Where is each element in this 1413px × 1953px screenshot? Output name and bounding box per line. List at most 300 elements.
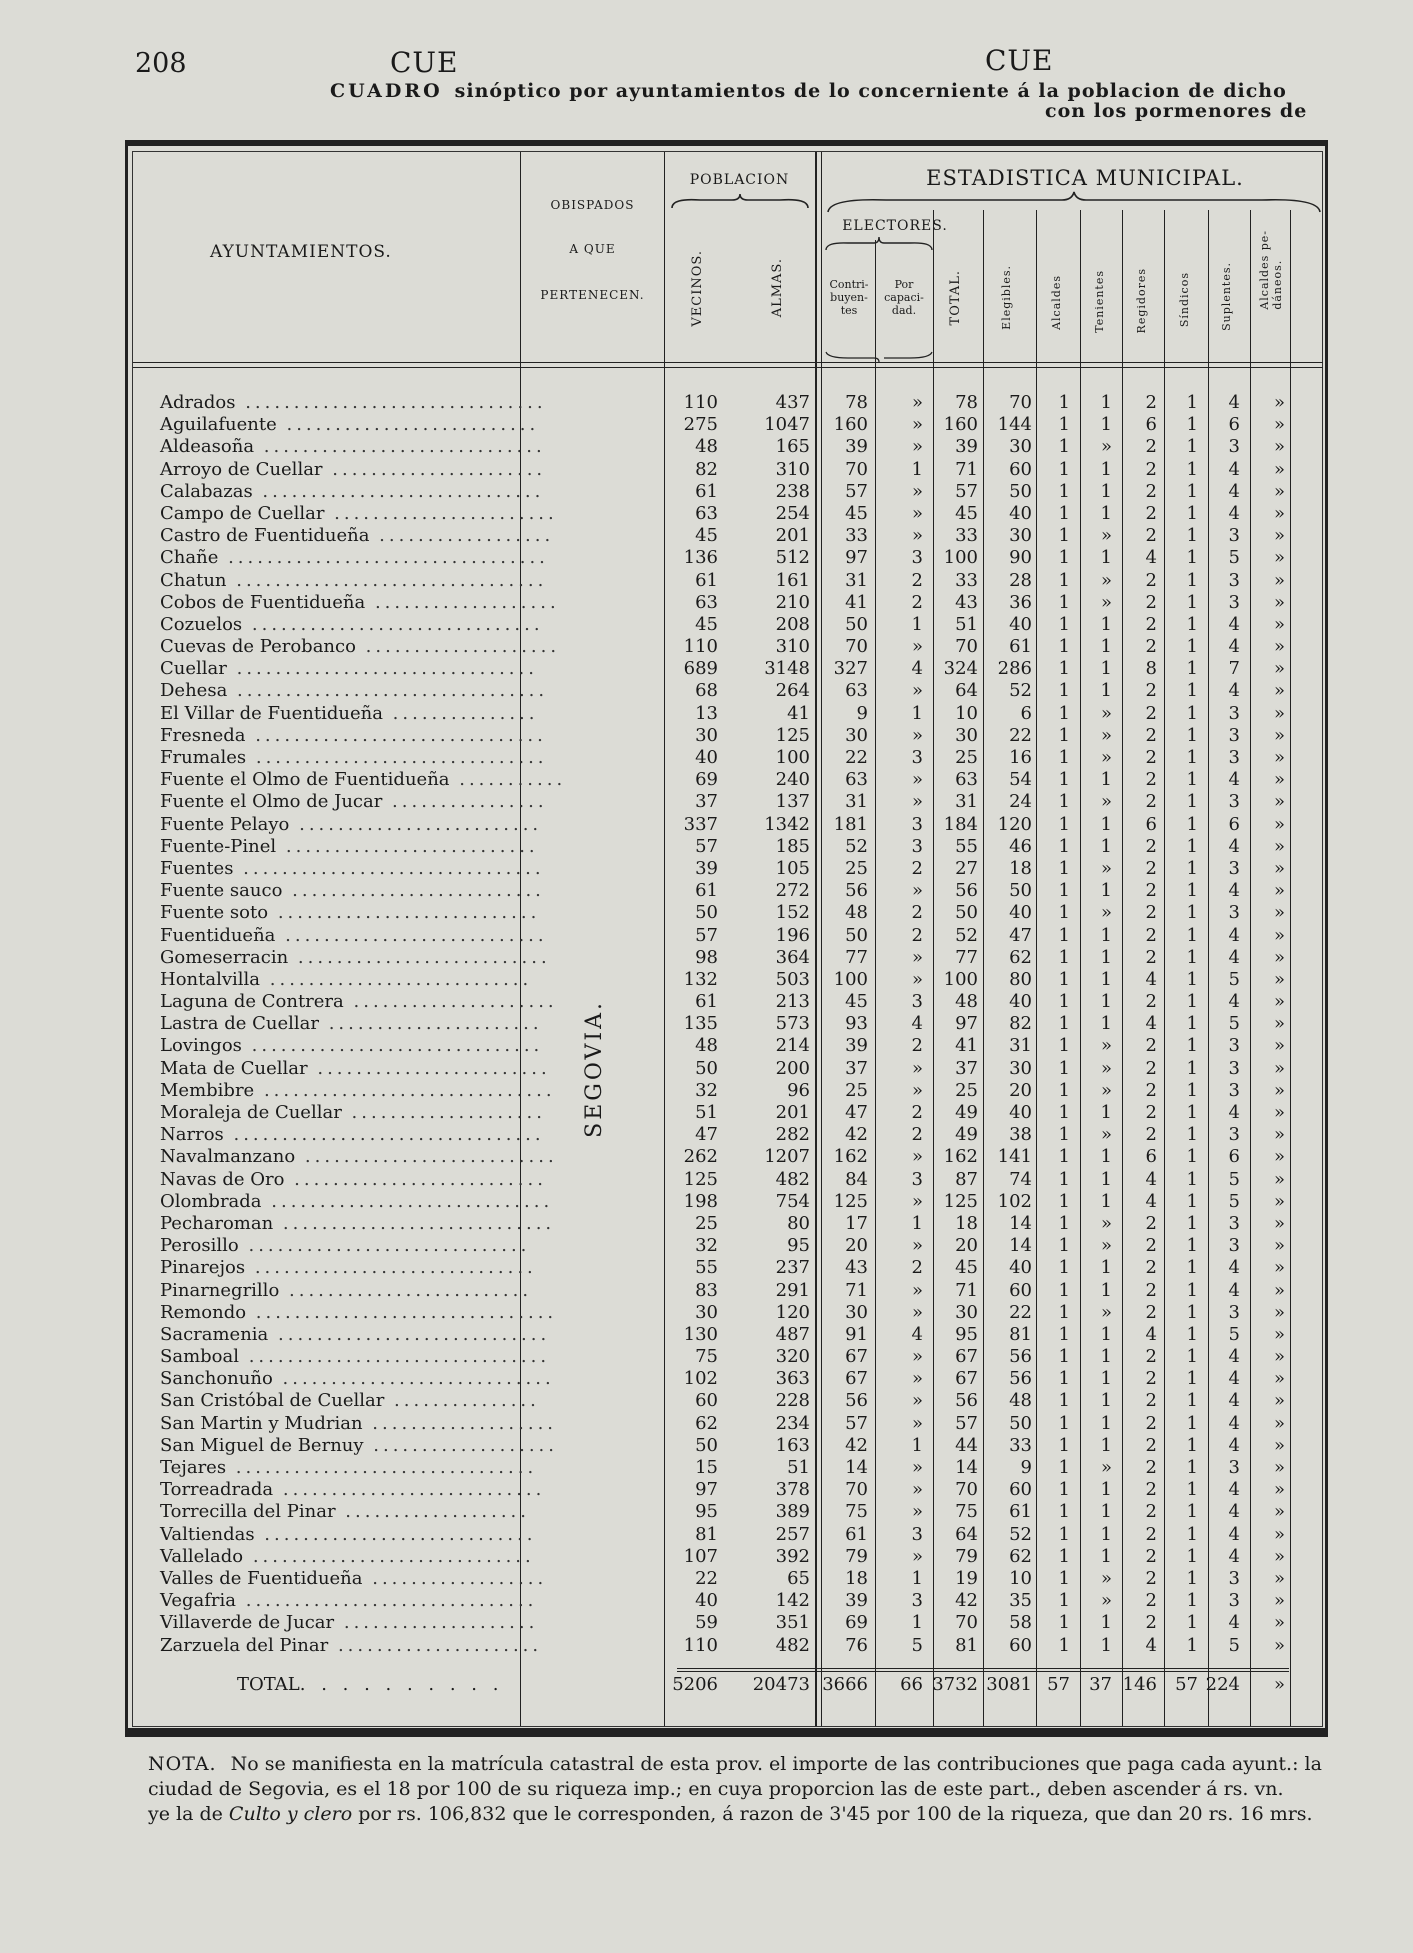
cell-value: 2 [1145,1057,1157,1079]
cell-value: 4 [1228,1523,1240,1545]
cell-value: 48 [1009,1390,1032,1412]
total-label: TOTAL. . . . . . . . . . [237,1674,504,1695]
cell-value: 48 [695,1035,718,1057]
cell-value: 3 [1228,1301,1240,1323]
cell-value: 2 [911,1124,923,1146]
cell-value: 2 [1145,525,1157,547]
cell-value: 3 [911,1168,923,1190]
cell-value: 4 [1228,480,1240,502]
cell-value: 1 [1058,791,1070,813]
table-row [133,902,1323,924]
cell-value: 1 [1100,968,1112,990]
ayuntamiento-name: Aguilafuente .......................... [160,414,540,436]
cell-value: 1 [1186,1102,1198,1123]
cell-value: 1 [1100,1346,1112,1368]
cell-value: 2 [1145,1545,1157,1567]
cell-value: 214 [775,1035,810,1057]
table-row [133,614,1323,636]
cell-value: 100 [775,747,810,768]
cell-value: 1 [1058,857,1070,879]
cell-value: 62 [695,1412,718,1434]
cell-value: 15 [695,1457,718,1478]
cell-value: 17 [845,1212,868,1234]
cell-value: 161 [775,569,810,591]
cell-value: 1 [1186,991,1198,1013]
diocese-label: SEGOVIA. [582,1000,607,1138]
cell-value: 2 [1145,1390,1157,1412]
cell-value: 125 [943,1190,978,1212]
cell-value: 4 [1228,1501,1240,1523]
cell-value: » [1100,1457,1112,1478]
cell-value: 3 [911,835,923,857]
table-row [133,1457,1323,1479]
cell-value: » [1273,702,1285,724]
cell-value: 5 [1228,1190,1240,1212]
cell-value: 1 [1058,392,1070,413]
cell-value: 1 [1186,1257,1198,1279]
cell-value: 1 [1186,525,1198,547]
cell-value: 40 [1009,613,1032,635]
table-row [133,570,1323,592]
cell-value: 1 [1058,1301,1070,1323]
cell-value: 1 [1186,835,1198,857]
cell-value: 43 [845,1257,868,1279]
cell-value: 61 [695,880,718,902]
cell-value: 2 [1145,1368,1157,1390]
cell-value: » [911,1368,923,1390]
ayuntamiento-name: Chañe ................................. [160,547,549,569]
cell-value: 1 [1186,392,1198,413]
cell-value: 1 [1186,613,1198,635]
cell-value: » [911,880,923,902]
table-row [133,1035,1323,1057]
cell-value: 25 [845,857,868,879]
cell-value: 1 [1058,769,1070,791]
ayuntamiento-name: Campo de Cuellar ....................... [160,502,558,524]
cell-value: 1 [1186,1212,1198,1234]
cell-value: 2 [1145,569,1157,591]
cell-value: 6 [1145,1146,1157,1168]
cell-value: 310 [775,458,810,480]
cell-value: 1 [1186,1412,1198,1434]
cell-value: 1 [1186,1035,1198,1057]
cell-value: 50 [1009,880,1032,902]
cell-value: 48 [955,991,978,1013]
cell-value: 1 [1100,835,1112,857]
cell-value: 2 [1145,835,1157,857]
table-row [133,880,1323,902]
footnote-line3: ye la de Culto y clero por rs. 106,832 que le corresponden, á razon de 3'45 por 100 de la riqueza, que dan 20 rs. 16 mrs. [148,1803,1313,1825]
cell-value: 6 [1145,414,1157,436]
cell-value: 1 [1186,902,1198,924]
table-row [133,1546,1323,1568]
cell-value: » [911,1545,923,1567]
cell-value: 482 [775,1634,810,1656]
cell-value: 2 [911,1035,923,1057]
cell-value: 5 [1228,1168,1240,1190]
electores-brace [824,236,934,252]
cell-value: » [1273,1634,1285,1656]
cell-value: 1 [1186,1501,1198,1523]
cell-value: 31 [1009,1035,1032,1057]
cell-value: 1 [1100,1545,1112,1567]
header-rule [133,367,1323,368]
cell-value: 33 [955,569,978,591]
table-row [133,836,1323,858]
cell-value: 4 [1228,1390,1240,1412]
ayuntamiento-name: Cobos de Fuentidueña ................... [160,591,560,613]
cell-value: 1 [1058,1368,1070,1390]
cell-value: 2 [1145,1102,1157,1123]
cell-value: 2 [911,857,923,879]
cell-value: 2 [1145,902,1157,924]
cell-value: 45 [695,613,718,635]
cell-value: » [1100,1301,1112,1323]
header-sindicos: Síndicos [1178,272,1191,328]
cell-value: » [1273,1390,1285,1412]
cell-value: » [1100,724,1112,746]
cell-value: » [1273,1368,1285,1390]
cell-value: 1 [1100,1279,1112,1301]
cell-value: 2 [1145,924,1157,946]
table-row [133,1501,1323,1523]
cell-value: 31 [955,791,978,813]
cell-value: 1 [911,1612,923,1634]
cell-value: 42 [845,1124,868,1146]
cell-value: 1 [1186,502,1198,524]
cell-value: 44 [955,1434,978,1456]
cell-value: » [911,769,923,791]
cell-value: 55 [955,835,978,857]
cell-value: » [1273,613,1285,635]
cell-value: 43 [955,591,978,613]
table-row [133,481,1323,503]
cell-value: 1 [1186,1523,1198,1545]
cell-value: 1 [1100,1412,1112,1434]
cell-value: 320 [775,1346,810,1368]
cell-value: 1 [1058,1013,1070,1035]
table-row [133,680,1323,702]
total-value: 3666 [822,1674,868,1695]
table-row [133,1324,1323,1346]
cell-value: 1 [1186,1168,1198,1190]
cell-value: 1 [1058,436,1070,458]
cell-value: 3 [1228,1235,1240,1257]
cell-value: 1 [1058,747,1070,768]
cell-value: 1 [1186,924,1198,946]
cell-value: 13 [695,702,718,724]
cell-value: 4 [1228,458,1240,480]
cell-value: 41 [845,591,868,613]
cell-value: 1 [1058,1190,1070,1212]
cell-value: 69 [845,1612,868,1634]
cell-value: 1 [1058,902,1070,924]
cell-value: 63 [695,591,718,613]
cell-value: 3 [1228,1124,1240,1146]
cell-value: 4 [911,658,923,680]
cell-value: 4 [1228,924,1240,946]
cell-value: 16 [1009,747,1032,768]
cell-value: 1 [1058,924,1070,946]
total-value: 57 [1047,1674,1070,1695]
ayuntamiento-name: Olombrada ............................. [160,1190,554,1212]
cell-value: » [1273,525,1285,547]
table-row [133,1568,1323,1590]
cell-value: 1 [1186,1457,1198,1478]
table-row [133,525,1323,547]
footnote [148,1752,1328,1827]
cell-value: 1342 [764,813,810,835]
cell-value: 62 [1009,946,1032,968]
total-value: 66 [900,1674,923,1695]
cell-value: 2 [1145,1479,1157,1501]
cell-value: 64 [955,680,978,702]
cell-value: 4 [1228,1479,1240,1501]
cell-value: 5 [1228,1323,1240,1345]
cell-value: 1 [1100,1190,1112,1212]
cell-value: 4 [1228,991,1240,1013]
cell-value: 45 [955,502,978,524]
cell-value: 1 [1186,1612,1198,1634]
cell-value: 1 [1100,1390,1112,1412]
table-row [133,1169,1323,1191]
cell-value: 4 [1228,392,1240,413]
cell-value: 95 [695,1501,718,1523]
cell-value: 1 [911,702,923,724]
cell-value: 57 [955,480,978,502]
cell-value: 60 [695,1390,718,1412]
cell-value: 46 [1009,835,1032,857]
cell-value: » [1273,724,1285,746]
cell-value: 1 [1058,1323,1070,1345]
cell-value: » [1273,1146,1285,1168]
cell-value: 80 [787,1212,810,1234]
cell-value: 201 [775,1102,810,1123]
cell-value: » [1273,414,1285,436]
cell-value: 1 [1100,1479,1112,1501]
cell-value: » [1273,1346,1285,1368]
cell-value: 2 [1145,458,1157,480]
cell-value: 4 [1145,1323,1157,1345]
cell-value: 3 [1228,569,1240,591]
ayuntamiento-name: Fuente-Pinel .......................... [160,835,539,857]
cell-value: 25 [845,1079,868,1101]
cell-value: 3 [1228,436,1240,458]
cell-value: 1 [911,1434,923,1456]
cell-value: 262 [683,1146,718,1168]
cell-value: » [1273,769,1285,791]
cell-value: » [1100,1057,1112,1079]
cell-value: 2 [1145,724,1157,746]
cell-value: 503 [775,968,810,990]
cell-value: » [911,791,923,813]
cell-value: 32 [695,1079,718,1101]
cell-value: 40 [695,1590,718,1612]
cell-value: 68 [695,680,718,702]
cell-value: » [911,502,923,524]
cell-value: 57 [695,924,718,946]
table-row [133,814,1323,836]
cell-value: 1 [1058,636,1070,658]
cell-value: 79 [845,1545,868,1567]
ayuntamiento-name: Fuente Pelayo ......................... [160,813,543,835]
cell-value: 392 [775,1545,810,1567]
table-row [133,791,1323,813]
cell-value: 82 [1009,1013,1032,1035]
cell-value: » [1273,1590,1285,1612]
cell-value: 25 [955,747,978,768]
ayuntamiento-name: Pecharoman ............................ [160,1212,556,1234]
cell-value: 3 [911,747,923,768]
cell-value: 2 [1145,1434,1157,1456]
table-row [133,503,1323,525]
cell-value: 1 [1058,1079,1070,1101]
cell-value: 37 [695,791,718,813]
ayuntamiento-name: Fuente sauco .......................... [160,880,545,902]
cell-value: 1 [1100,1168,1112,1190]
header-ayuntamientos: AYUNTAMIENTOS. [210,242,392,262]
cell-value: 1 [1186,569,1198,591]
cell-value: 4 [1145,1634,1157,1656]
cell-value: 2 [1145,1124,1157,1146]
cell-value: 1 [1100,458,1112,480]
cell-value: » [1100,902,1112,924]
cell-value: 201 [775,525,810,547]
cell-value: 74 [1009,1168,1032,1190]
cell-value: 40 [1009,502,1032,524]
cell-value: 132 [683,968,718,990]
cell-value: 50 [955,902,978,924]
cell-value: 1 [1186,1301,1198,1323]
cell-value: 32 [695,1235,718,1257]
cell-value: 60 [1009,1634,1032,1656]
cell-value: 25 [955,1079,978,1101]
cell-value: 4 [1228,1257,1240,1279]
cell-value: 5 [911,1634,923,1656]
cell-value: 19 [955,1567,978,1589]
table-row [133,1368,1323,1390]
cell-value: 95 [955,1323,978,1345]
cell-value: » [1273,1168,1285,1190]
cell-value: 76 [845,1634,868,1656]
cell-value: 31 [845,791,868,813]
ayuntamiento-name: Tejares ............................... [160,1457,538,1478]
cell-value: 14 [1009,1235,1032,1257]
cell-value: 71 [955,1279,978,1301]
cell-value: 58 [1009,1612,1032,1634]
total-rule [677,1671,1289,1672]
cell-value: 141 [997,1146,1032,1168]
cell-value: » [911,480,923,502]
cell-value: 1 [1186,591,1198,613]
header-electores: ELECTORES. [842,218,948,234]
cell-value: 14 [955,1457,978,1478]
cell-value: 2 [911,902,923,924]
cell-value: 1 [1100,1634,1112,1656]
cell-value: 1 [1186,1323,1198,1345]
cell-value: » [911,1279,923,1301]
cell-value: 1 [1058,1612,1070,1634]
ayuntamiento-name: Samboal ............................... [160,1346,551,1368]
cell-value: 102 [997,1190,1032,1212]
header-elegibles: Elegibles. [1000,265,1013,330]
cell-value: 70 [845,636,868,658]
cell-value: 4 [1228,636,1240,658]
cell-value: 57 [695,835,718,857]
cell-value: 1 [1100,1434,1112,1456]
cell-value: 1 [1058,702,1070,724]
cell-value: 1 [1058,1590,1070,1612]
cell-value: 1 [1186,1346,1198,1368]
cell-value: 50 [695,1057,718,1079]
ayuntamiento-name: Lovingos .............................. [160,1035,544,1057]
cell-value: 80 [1009,968,1032,990]
cell-value: 9 [856,702,868,724]
cell-value: 50 [845,924,868,946]
cell-value: 50 [1009,480,1032,502]
cell-value: 754 [775,1190,810,1212]
header-obispados-3: PERTENECEN. [540,288,645,302]
cell-value: » [1273,436,1285,458]
cell-value: 1 [1186,658,1198,680]
cell-value: 61 [695,991,718,1013]
cell-value: 31 [845,569,868,591]
cell-value: » [1100,1567,1112,1589]
cell-value: 1 [1100,880,1112,902]
cell-value: » [1273,658,1285,680]
cell-value: 1 [1100,502,1112,524]
cell-value: 33 [845,525,868,547]
cell-value: 1 [1100,547,1112,569]
ayuntamiento-name: Fuente el Olmo de Jucar ................ [160,791,548,813]
cell-value: 49 [955,1102,978,1123]
cell-value: 135 [683,1013,718,1035]
cell-value: 1 [1186,1368,1198,1390]
cell-value: 22 [1009,724,1032,746]
cell-value: 2 [911,1102,923,1123]
cell-value: 4 [1145,1168,1157,1190]
ayuntamiento-name: San Cristóbal de Cuellar ............... [160,1390,540,1412]
cell-value: 120 [997,813,1032,835]
cell-value: 61 [1009,636,1032,658]
cell-value: 2 [911,924,923,946]
cell-value: 3 [911,991,923,1013]
cell-value: 282 [775,1124,810,1146]
ayuntamiento-name: Pinarejos ............................. [160,1257,537,1279]
cell-value: 1 [1058,1434,1070,1456]
cell-value: 6 [1228,1146,1240,1168]
cell-value: 196 [775,924,810,946]
table-row [133,414,1323,436]
cell-value: 1 [1058,946,1070,968]
cell-value: 2 [1145,1523,1157,1545]
cell-value: 213 [775,991,810,1013]
cell-value: 3 [1228,1079,1240,1101]
table-row [133,1102,1323,1124]
cell-value: 310 [775,636,810,658]
cell-value: 165 [775,436,810,458]
cell-value: 1 [911,458,923,480]
cell-value: 42 [955,1590,978,1612]
cell-value: 237 [775,1257,810,1279]
cell-value: » [1273,1301,1285,1323]
cell-value: » [911,680,923,702]
cell-value: 55 [695,1257,718,1279]
cell-value: 77 [955,946,978,968]
ayuntamiento-name: Sanchonuño ............................ [160,1368,555,1390]
cell-value: 1 [1186,636,1198,658]
cell-value: 1 [1058,414,1070,436]
